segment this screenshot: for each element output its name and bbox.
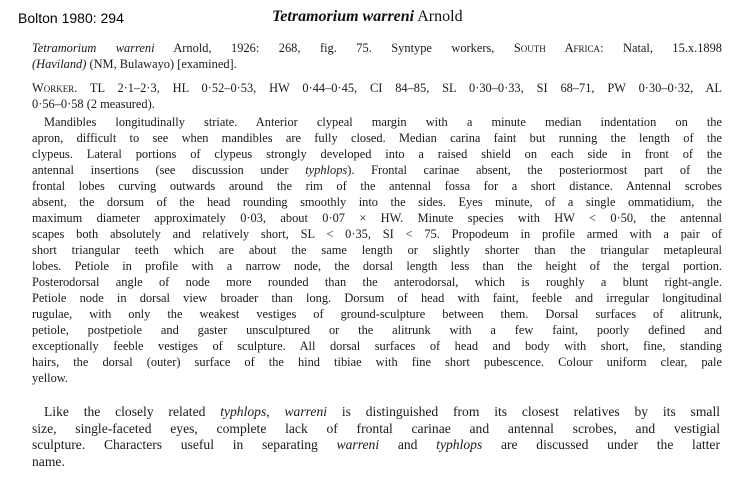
italic-taxon: typhlops [220, 404, 267, 419]
source-label: Bolton 1980: 294 [18, 10, 124, 26]
italic-taxon: typhlops [436, 437, 483, 452]
citation-line [32, 40, 722, 56]
text-line [32, 290, 722, 306]
italic-taxon: warreni [336, 437, 380, 452]
text-run: yellow. [32, 371, 69, 385]
text-line [32, 437, 720, 454]
text-line [32, 421, 720, 438]
text-line [32, 322, 722, 338]
text-line [32, 130, 722, 146]
text-run: name. [32, 453, 65, 469]
text-run: rugulae, with only the weakest vestiges of ground-sculpture between them. Dorsal surfaces of alitrunk, [32, 307, 722, 321]
italic-taxon: typhlops [305, 163, 348, 177]
text-line [32, 210, 722, 226]
text-run: and [379, 437, 437, 452]
measurement-line [32, 96, 722, 112]
text-run: maximum diameter approximately 0·03, about 0·07 × HW. Minute species with HW < 0·50, the antennal [32, 211, 722, 225]
text-run: lobes. Petiole in profile with a narrow node, the dorsal length less than the height of the tergal portion. [32, 259, 722, 273]
text-run: Mandibles longitudinally striate. Anterior clypeal margin with a minute median indentation on the [44, 115, 722, 129]
text-run: frontal lobes curving outwards around the rim of the antennal fossa for a short distance. Antennal scrobes [32, 179, 722, 193]
text-line [32, 354, 722, 370]
citation-paragraph [32, 40, 722, 72]
text-run: petiole, postpetiole and gaster unsculptured or the alitrunk with a few faint, poorly defined and [32, 323, 722, 337]
text-line [32, 338, 722, 354]
text-run: , [266, 404, 285, 419]
text-line [32, 242, 722, 258]
text-run: scapes both absolutely and relatively short, SL < 0·35, SI < 75. Propodeum in profile armed with a pair of [32, 227, 722, 241]
citation-locality: South Africa [513, 41, 601, 55]
text-run: Petiole node in dorsal view broader than long. Dorsum of head with faint, feeble and irregular longitudinal [32, 291, 722, 305]
text-line [32, 146, 722, 162]
text-run: absent, the dorsum of the head rounding smoothly into the sides. Eyes minute, of a single ommatidium, the [32, 195, 722, 209]
citation-text: Arnold, 1926: 268, fig. 75. Syntype workers, [154, 41, 514, 55]
text-run: sculpture. Characters useful in separating [32, 437, 337, 452]
worker-measurements [32, 80, 722, 112]
discussion-paragraph [32, 404, 720, 470]
measurement-line [32, 80, 722, 96]
citation-taxon: Tetramorium warreni [32, 41, 155, 55]
text-line [32, 370, 722, 386]
text-line [32, 226, 722, 242]
text-line [32, 454, 720, 471]
text-line [32, 194, 722, 210]
text-run: size, single-faceted eyes, complete lack of frontal carinae and antennal scrobes, and vestigial [32, 420, 720, 436]
description-paragraph [32, 114, 722, 386]
species-author: Arnold [417, 8, 463, 25]
text-run: Like the closely related [44, 404, 221, 419]
text-line [32, 114, 722, 130]
text-run: are discussed under the latter [482, 437, 720, 452]
species-heading [272, 8, 463, 26]
text-line [32, 306, 722, 322]
measurement-text: 0·56–0·58 (2 measured). [32, 97, 155, 111]
text-line [32, 274, 722, 290]
text-run: is distinguished from its closest relatives by its small [327, 404, 720, 419]
citation-text: (NM, Bulawayo) [examined]. [86, 57, 237, 71]
text-run: short triangular teeth which are about the same length or slightly shorter than the triangular metapleural [32, 243, 722, 257]
citation-collector: (Haviland) [32, 57, 87, 71]
caste-label: Worker [32, 81, 75, 95]
measurement-text: . TL 2·1–2·3, HL 0·52–0·53, HW 0·44–0·45, CI 84–85, SL 0·30–0·33, SI 68–71, PW 0·30–0·32, AL [74, 81, 722, 95]
text-line [32, 162, 722, 178]
citation-text: : Natal, 15.x.1898 [600, 41, 722, 55]
text-line [32, 258, 722, 274]
text-run: hairs, the dorsal (outer) surface of the hind tibiae with fine short pubescence. Colour uniform clear, pale [32, 355, 722, 369]
species-title: Tetramorium warreni [272, 8, 415, 25]
italic-taxon: warreni [284, 404, 328, 419]
text-line [32, 404, 720, 421]
text-run: Posterodorsal angle of node more rounded than the anterodorsal, which is roughly a blunt right-angle. [32, 275, 722, 289]
text-run: apron, difficult to see when mandibles are fully closed. Median carina faint but running the length of the [32, 131, 722, 145]
citation-line [32, 56, 722, 72]
text-line [32, 178, 722, 194]
text-run: exceptionally feeble vestiges of sculpture. All dorsal surfaces of head and body with short, fine, standing [32, 339, 722, 353]
text-run: antennal insertions (see discussion under [32, 163, 306, 177]
text-run: ). Frontal carinae absent, the posteriormost part of the [347, 163, 722, 177]
text-run: clypeus. Lateral portions of clypeus strongly developed into a raised shield on each side in front of the [32, 147, 722, 161]
